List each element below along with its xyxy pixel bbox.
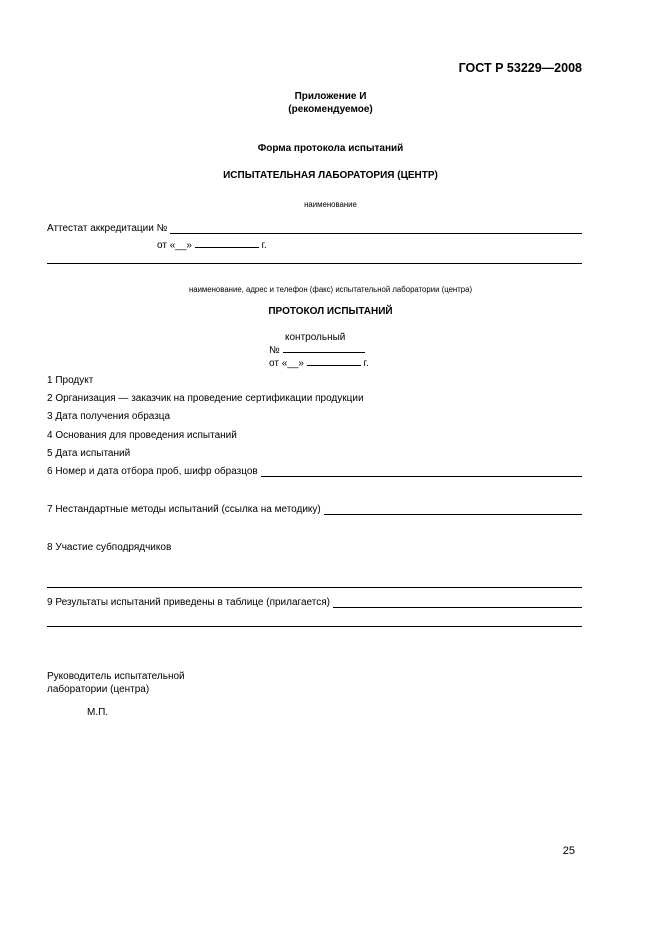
results-extra-line	[47, 626, 582, 627]
list-item: 9 Результаты испытаний приведены в таблице (прилагается)	[47, 597, 330, 608]
appendix-note: (рекомендуемое)	[288, 104, 373, 115]
list-item-with-field	[47, 505, 582, 515]
list-item: 8 Участие субподрядчиков	[47, 542, 172, 553]
protocol-date-suffix: г.	[360, 358, 369, 369]
accreditation-date-field	[195, 239, 259, 248]
protocol-date	[269, 357, 369, 369]
list-item: 2 Организация — заказчик на проведение сертификации продукции	[47, 393, 364, 404]
list-item: 5 Дата испытаний	[47, 448, 131, 459]
list-item: 7 Нестандартные методы испытаний (ссылка на методику)	[47, 504, 321, 515]
accreditation-number-field	[170, 225, 582, 234]
seal-label: М.П.	[87, 707, 109, 718]
protocol-number-field	[283, 344, 365, 353]
protocol-number-label: №	[269, 345, 283, 356]
list-item: 4 Основания для проведения испытаний	[47, 430, 237, 441]
accreditation-date	[157, 239, 267, 251]
accreditation-date-prefix: от «__»	[157, 240, 195, 251]
results-field	[333, 599, 582, 608]
sample-info-field	[261, 468, 582, 477]
subcontractors-line	[47, 587, 582, 588]
list-item: 1 Продукт	[47, 375, 94, 386]
accreditation-label: Аттестат аккредитации №	[47, 223, 168, 234]
accreditation-date-suffix: г.	[258, 240, 267, 251]
list-item-with-field	[47, 467, 582, 477]
lab-address-caption: наименование, адрес и телефон (факс) испытательной лаборатории (центра)	[188, 285, 473, 294]
accreditation-row	[47, 224, 582, 234]
page-number: 25	[562, 845, 575, 857]
protocol-control-label: контрольный	[285, 332, 346, 343]
protocol-number	[269, 344, 365, 356]
methods-field	[324, 506, 582, 515]
list-item: 6 Номер и дата отбора проб, шифр образцов	[47, 466, 258, 477]
lab-name-caption: наименование	[304, 200, 357, 209]
appendix-title: Приложение И	[294, 91, 367, 102]
lab-address-line	[47, 263, 582, 264]
protocol-title: ПРОТОКОЛ ИСПЫТАНИЙ	[268, 306, 393, 317]
standard-code: ГОСТ Р 53229—2008	[458, 61, 582, 75]
list-item-with-field	[47, 598, 582, 608]
protocol-date-prefix: от «__»	[269, 358, 307, 369]
lab-heading: ИСПЫТАТЕЛЬНАЯ ЛАБОРАТОРИЯ (ЦЕНТР)	[223, 170, 438, 181]
list-item: 3 Дата получения образца	[47, 411, 171, 422]
signature-title-line2: лаборатории (центра)	[47, 684, 150, 695]
signature-title-line1: Руководитель испытательной	[47, 671, 185, 682]
protocol-date-field	[307, 357, 361, 366]
form-title: Форма протокола испытаний	[257, 143, 404, 154]
